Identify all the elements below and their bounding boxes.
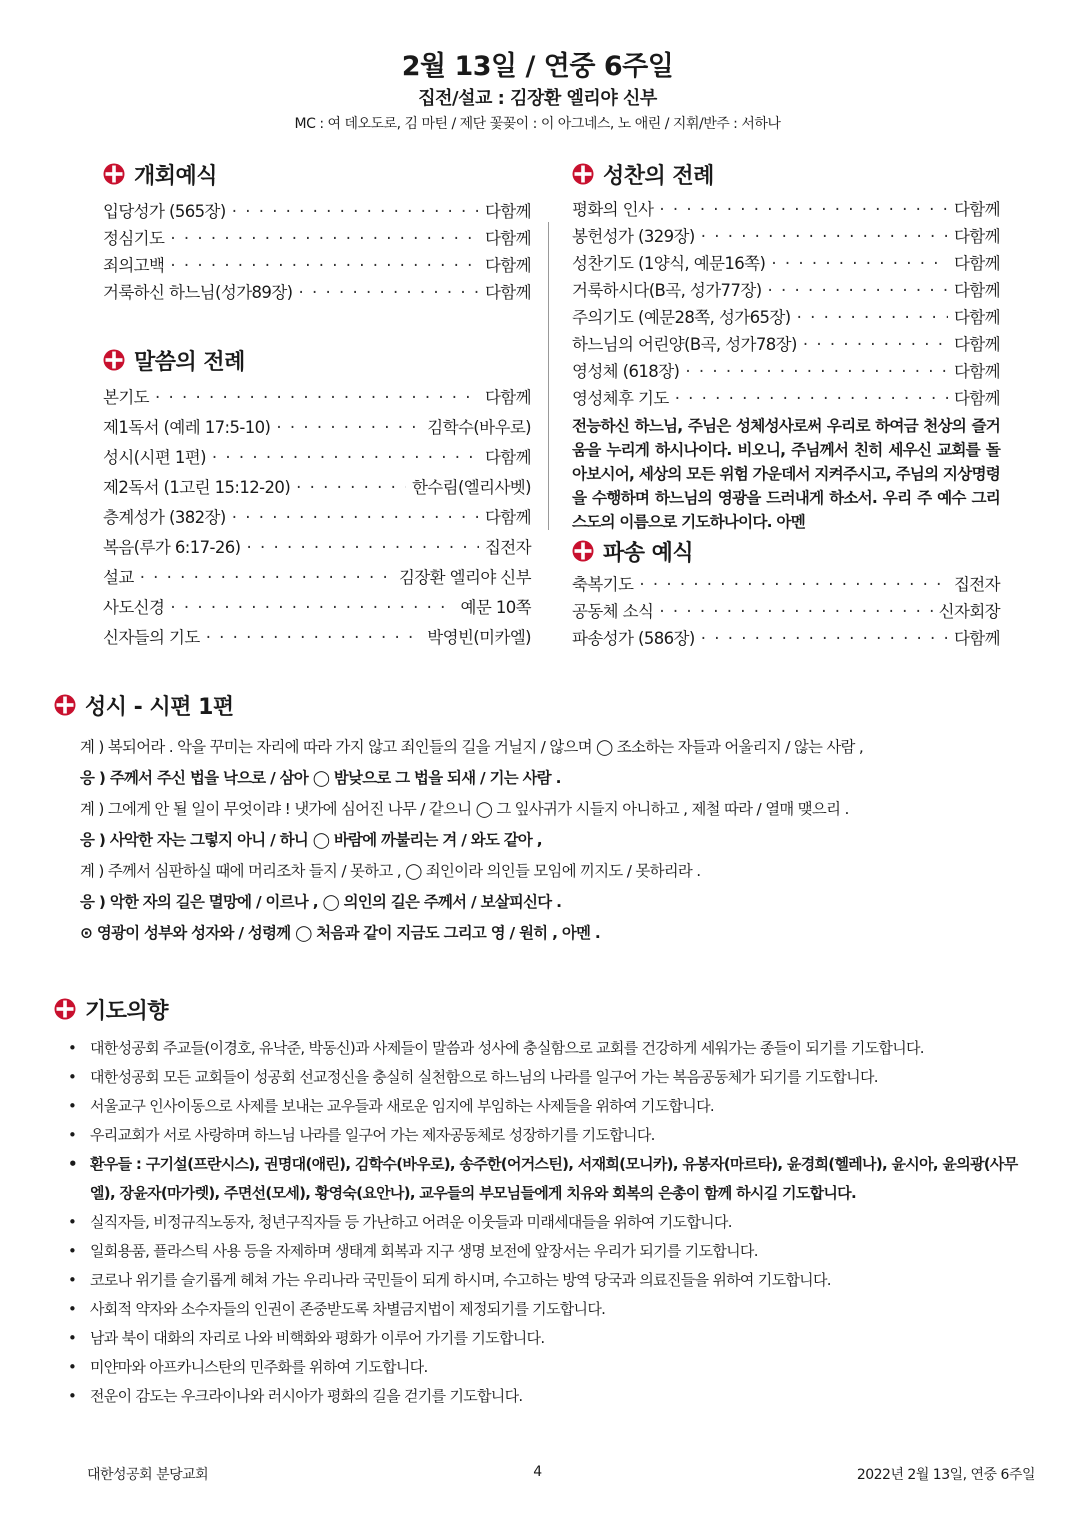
list-item: • 남과 북이 대화의 자리로 나와 비핵화와 평화가 이루어 가기를 기도합니다. <box>68 1329 545 1347</box>
list-item: 파송성가 (586장) · · · 다함께 <box>572 625 1000 652</box>
psalm-lines <box>80 735 1034 952</box>
word-section <box>103 344 531 654</box>
list-item: • 코로나 위기를 슬기롭게 헤쳐 가는 우리나라 국민들이 되게 하시며, 수고하는 방역 당국과 의료진들을 위하여 기도합니다. <box>68 1271 831 1289</box>
list-item: 층계성가 (382장) · · · 다함께 <box>103 504 531 534</box>
cross-icon <box>54 694 76 716</box>
list-item: • 전운이 감도는 우크라이나와 러시아가 평화의 길을 걷기를 기도합니다. <box>68 1387 523 1405</box>
list-item: 하느님의 어린양(B곡, 성가78장) · · · 다함께 <box>572 331 1000 358</box>
list-item: 평화의 인사 · · · 다함께 <box>572 196 1000 223</box>
opening-section <box>103 158 531 306</box>
list-item: • 대한성공회 주교들(이경호, 유낙준, 박동신)과 사제들이 말씀과 성사에 충실함으로 교회를 건강하게 세워가는 종들이 되기를 기도합니다. <box>68 1039 924 1057</box>
list-item: • 환우들 : 구기설(프란시스), 권명대(애린), 김학수(바우로), 송주한(어거스틴), 서재희(모니카), 유봉자(마르타), 윤경희(헬레나), 윤시아, 윤의광(사무엘), 장윤자(마가렛), 주면선(모세), 황영숙(요안나), 교우들의 부모님들에게 치유와 회복의 은총이 함께 하시길 기도합니다. <box>68 1155 1018 1202</box>
footer-church: 대한성공회 분당교회 <box>87 1467 209 1483</box>
list-item: • 서울교구 인사이동으로 사제를 보내는 교우들과 새로운 임지에 부임하는 사제들을 위하여 기도합니다. <box>68 1097 714 1115</box>
list-item: 축복기도 · · · 집전자 <box>572 571 1000 598</box>
mc-line: MC : 여 데오도로, 김 마틴 / 제단 꽃꽂이 : 이 아그네스, 노 애린 / 지휘/반주 : 서하나 <box>294 116 781 132</box>
footer-date: 2022년 2월 13일, 연중 6주일 <box>856 1467 1035 1483</box>
list-item: • 일회용품, 플라스틱 사용 등을 자제하며 생태계 회복과 지구 생명 보전에 앞장서는 우리가 되기를 기도합니다. <box>68 1242 758 1260</box>
psalm-line: 계 ) 주께서 심판하실 때에 머리조차 들지 / 못하고 , ◯ 죄인이라 의인들 모임에 끼지도 / 못하리라 . <box>80 862 701 880</box>
intentions-title: 기도의향 <box>85 998 169 1024</box>
page-title: 2월 13일 / 연중 6주일 <box>401 51 674 82</box>
eucharist-title: 성찬의 전례 <box>603 163 714 189</box>
eucharist-heading <box>572 158 1000 190</box>
list-item: 사도신경 · · · 예문 10쪽 <box>103 594 531 624</box>
list-item: 죄의고백 · · · 다함께 <box>103 252 531 279</box>
list-item: 신자들의 기도 · · · 박영빈(미카엘) <box>103 624 531 654</box>
eucharist-section <box>572 158 1000 534</box>
column-divider <box>548 222 549 530</box>
opening-heading <box>103 158 531 190</box>
dismissal-title: 파송 예식 <box>603 540 694 566</box>
dismissal-list <box>572 571 1000 652</box>
psalm-line: ⊙ 영광이 성부와 성자와 / 성령께 ◯ 처음과 같이 지금도 그리고 영 / 원히 , 아멘 . <box>80 924 601 942</box>
list-item: 본기도 · · · 다함께 <box>103 384 531 414</box>
list-item: 제2독서 (1고린 15:12-20) · · · 한수림(엘리사벳) <box>103 474 531 504</box>
list-item: 공동체 소식 · · · 신자회장 <box>572 598 1000 625</box>
list-item: 거룩하시다(B곡, 성가77장) · · · 다함께 <box>572 277 1000 304</box>
cross-icon <box>572 540 594 562</box>
psalm-section <box>54 688 1034 952</box>
word-list <box>103 384 531 654</box>
list-item: 성찬기도 (1양식, 예문16쪽) · · · 다함께 <box>572 250 1000 277</box>
opening-title: 개회예식 <box>134 163 218 189</box>
eucharist-list <box>572 196 1000 412</box>
list-item: 정심기도 · · · 다함께 <box>103 225 531 252</box>
list-item: 성시(시편 1편) · · · 다함께 <box>103 444 531 474</box>
list-item: 봉헌성가 (329장) · · · 다함께 <box>572 223 1000 250</box>
list-item: • 사회적 약자와 소수자들의 인권이 존중받도록 차별금지법이 제정되기를 기도합니다. <box>68 1300 606 1318</box>
word-title: 말씀의 전례 <box>134 349 245 375</box>
intentions-heading <box>54 992 1044 1026</box>
dismissal-section <box>572 535 1000 652</box>
word-heading <box>103 344 531 376</box>
psalm-line: 응 ) 사악한 자는 그렇지 아니 / 하니 ◯ 바람에 까불리는 겨 / 와도 같아 , <box>80 831 542 849</box>
psalm-line: 계 ) 복되어라 . 악을 꾸미는 자리에 따라 가지 않고 죄인들의 길을 거닐지 / 않으며 ◯ 조소하는 자들과 어울리지 / 않는 사람 , <box>80 738 864 756</box>
list-item: 영성체 (618장) · · · 다함께 <box>572 358 1000 385</box>
dismissal-heading <box>572 535 1000 567</box>
psalm-line: 응 ) 주께서 주신 법을 낙으로 / 삼아 ◯ 밤낮으로 그 법을 되새 / 기는 사람 . <box>80 769 561 787</box>
list-item: 제1독서 (예레 17:5-10) · · · 김학수(바우로) <box>103 414 531 444</box>
list-item: 복음(루가 6:17-26) · · · 집전자 <box>103 534 531 564</box>
list-item: • 실직자들, 비정규직노동자, 청년구직자들 등 가난하고 어려운 이웃들과 미래세대들을 위하여 기도합니다. <box>68 1213 732 1231</box>
list-item: • 미얀마와 아프카니스탄의 민주화를 위하여 기도합니다. <box>68 1358 428 1376</box>
psalm-title: 성시 - 시편 1편 <box>85 694 234 720</box>
page-subtitle: 집전/설교 : 김장환 엘리야 신부 <box>418 88 657 109</box>
cross-icon <box>103 163 125 185</box>
post-communion-prayer: 전능하신 하느님, 주님은 성체성사로써 우리로 하여금 천상의 즐거움을 누리게 하시나이다. 비오니, 주님께서 친히 세우신 교회를 돌아보시어, 세상의 모든 위험 가운데서 지켜주시고, 주님의 지상명령을 수행하며 하느님의 영광을 드러내게 하소서. 우리 주 예수 그리스도의 이름으로 기도하나이다. 아멘 <box>572 417 1000 531</box>
list-item: • 대한성공회 모든 교회들이 성공회 선교정신을 충실히 실천함으로 하느님의 나라를 일구어 가는 복음공동체가 되기를 기도합니다. <box>68 1068 878 1086</box>
list-item: • 우리교회가 서로 사랑하며 하느님 나라를 일구어 가는 제자공동체로 성장하기를 기도합니다. <box>68 1126 655 1144</box>
cross-icon <box>572 163 594 185</box>
list-item: 설교 · · · 김장환 엘리야 신부 <box>103 564 531 594</box>
list-item: 입당성가 (565장) · · · 다함께 <box>103 198 531 225</box>
page-number: 4 <box>533 1464 542 1480</box>
cross-icon <box>103 349 125 371</box>
psalm-line: 계 ) 그에게 안 될 일이 무엇이랴 ! 냇가에 심어진 나무 / 같으니 ◯ 그 잎사귀가 시들지 아니하고 , 제철 따라 / 열매 맺으리 . <box>80 800 849 818</box>
opening-list <box>103 198 531 306</box>
cross-icon <box>54 998 76 1020</box>
list-item: 주의기도 (예문28쪽, 성가65장) · · · 다함께 <box>572 304 1000 331</box>
intentions-section <box>54 992 1044 1411</box>
list-item: 거룩하신 하느님(성가89장) · · · 다함께 <box>103 279 531 306</box>
psalm-heading <box>54 688 1034 722</box>
list-item: 영성체후 기도 · · · 다함께 <box>572 385 1000 412</box>
intentions-list <box>68 1034 1038 1411</box>
psalm-line: 응 ) 악한 자의 길은 멸망에 / 이르나 , ◯ 의인의 길은 주께서 / 보살피신다 . <box>80 893 562 911</box>
